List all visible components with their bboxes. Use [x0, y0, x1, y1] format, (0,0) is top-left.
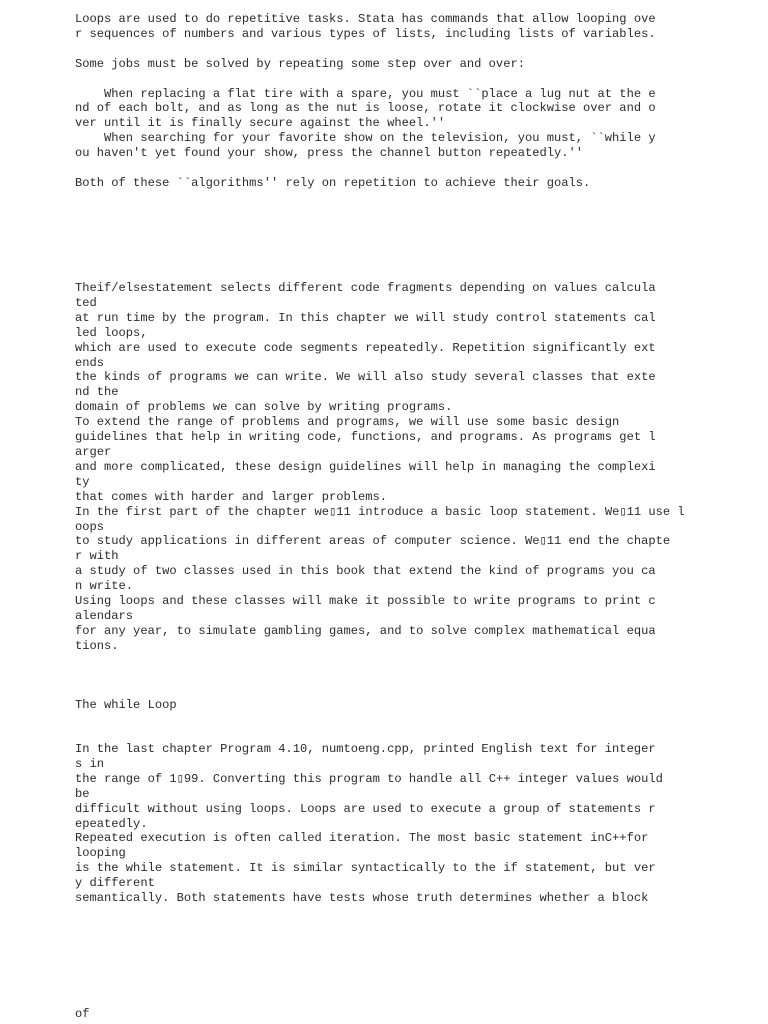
if-else-paragraph: Theif/elsestatement selects different code fragments depending on values calcula ted at run time by the program. In this chapter we will study control statements cal led loops, which are used to execute code segments repeatedly. Repetition significantly ext ends the kinds of programs we can write. We will also study several classes that exte nd the domain of problems we can solve by writing programs. To extend the range of problems and programs, we will use some basic design guidelines that help in writing code, functions, and programs. As programs get l arger and more complicated, these design guidelines will help in managing the complexi ty that comes with harder and larger problems. In the first part of the chapter we▯11 introduce a basic loop statement. We▯11 use l oops to study applications in different areas of computer science. We▯11 end the chapte r with a study of two classes used in this book that extend the kind of programs you ca n write. Using loops and these classes will make it possible to write programs to print c alendars for any year, to simulate gambling games, and to solve complex mathematical equa tions. — [75, 281, 685, 653]
trailing-text: of — [75, 1007, 90, 1021]
while-loop-paragraph: In the last chapter Program 4.10, numtoeng.cpp, printed English text for integer s in the range of 1▯99. Converting this program to handle all C++ integer values would be difficult without using loops. Loops are used to execute a group of statements r epeatedly. Repeated execution is often called iteration. The most basic statement inC++for looping is the while statement. It is similar syntactically to the if statement, but ver y different semantically. Both statements have tests whose truth determines whether a block — [75, 742, 663, 906]
section-heading: The while Loop — [75, 698, 177, 712]
intro-paragraphs: Loops are used to do repetitive tasks. Stata has commands that allow looping ove r sequences of numbers and various types of lists, including lists of variables. Some jobs must be solved by repeating some step over and over: When replacing a flat tire with a spare, you must ``place a lug nut at the e nd of each bolt, and as long as the nut is loose, rotate it clockwise over and o ver until it is finally secure against the wheel.'' When searching for your favorite show on the television, you must, ``while y ou haven't yet found your show, press the channel button repeatedly.'' Both of these ``algorithms'' rely on repetition to achieve their goals. — [75, 12, 656, 190]
